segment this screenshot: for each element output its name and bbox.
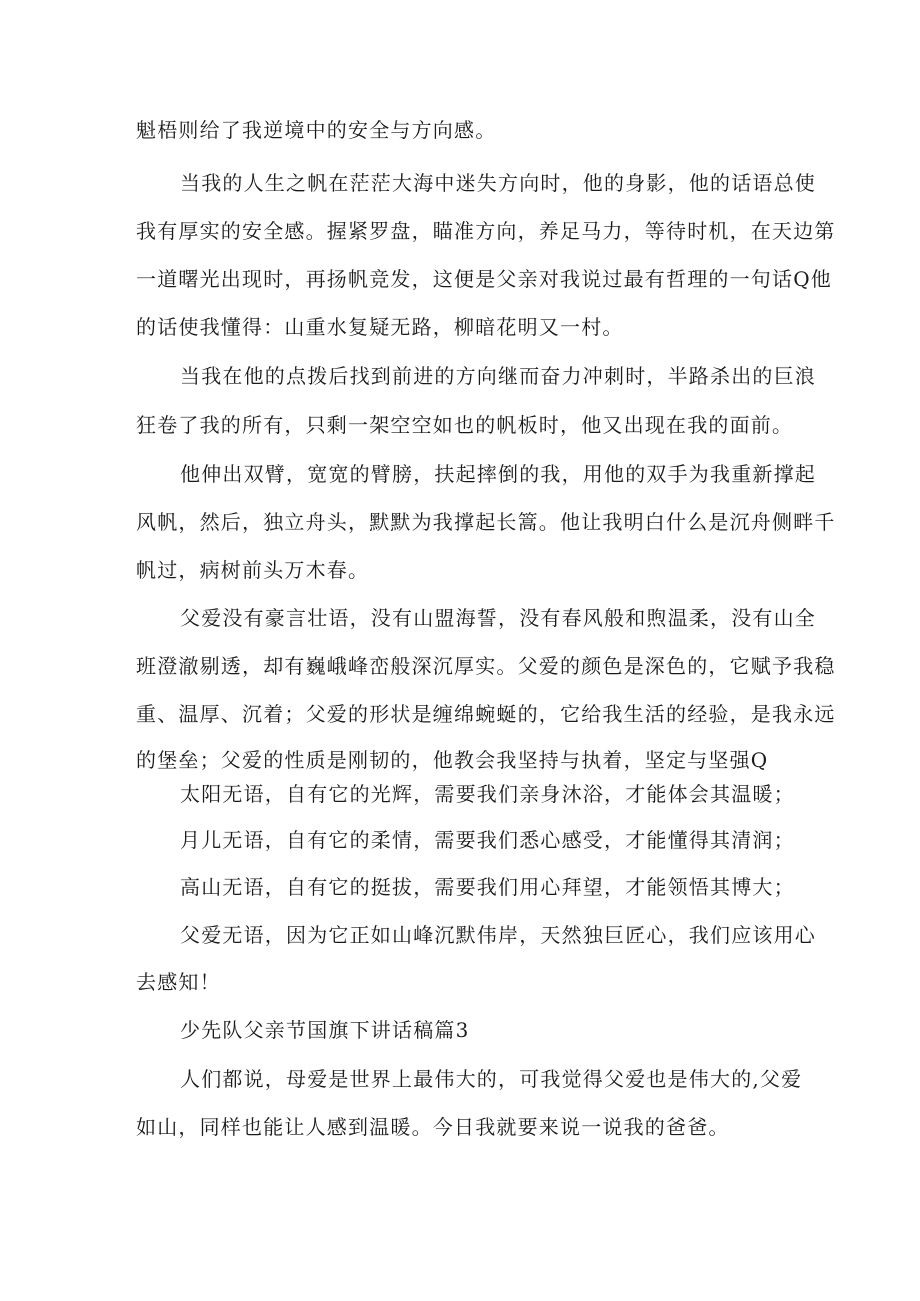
text-line: 班澄澈剔透，却有巍峨峰峦般深沉厚实。父爱的颜色是深色的，它赋予我稳 <box>136 654 836 678</box>
text-line: 重、温厚、沉着；父爱的形状是缠绵蜿蜒的，它给我生活的经验，是我永远 <box>136 702 836 726</box>
text-line: 当我在他的点拨后找到前进的方向继而奋力冲刺时，半路杀出的巨浪 <box>180 364 816 388</box>
text-line: 他伸出双臂，宽宽的臂膀，扶起摔倒的我，用他的双手为我重新撑起 <box>180 462 816 486</box>
text-line: 如山，同样也能让人感到温暖。今日我就要来说一说我的爸爸。 <box>136 1115 730 1139</box>
text-line: 我有厚实的安全感。握紧罗盘，瞄准方向，养足马力，等待时机，在天边第 <box>136 219 836 243</box>
text-line: 狂卷了我的所有，只剩一架空空如也的帆板时，他又出现在我的面前。 <box>136 413 794 437</box>
text-line: 去感知！ <box>136 970 221 994</box>
text-line: 帆过，病树前头万木春。 <box>136 558 370 582</box>
text-line: 父爱没有豪言壮语，没有山盟海誓，没有春风般和煦温柔，没有山全 <box>180 606 816 630</box>
text-line: 的堡垒；父爱的性质是刚韧的，他教会我坚持与执着，坚定与坚强Q <box>136 748 769 772</box>
text-line: 当我的人生之帆在茫茫大海中迷失方向时，他的身影，他的话语总使 <box>180 171 816 195</box>
text-line: 父爱无语，因为它正如山峰沉默伟岸，天然独巨匠心，我们应该用心 <box>180 923 816 947</box>
text-line: 风帆，然后，独立舟头，默默为我撑起长篙。他让我明白什么是沉舟侧畔千 <box>136 510 836 534</box>
section-heading: 少先队父亲节国旗下讲话稿篇3 <box>180 1018 470 1042</box>
text-line: 一道曙光出现时，再扬帆竞发，这便是父亲对我说过最有哲理的一句话Q他 <box>136 267 832 291</box>
text-line: 太阳无语，自有它的光辉，需要我们亲身沐浴，才能体会其温暖； <box>180 782 795 806</box>
text-line: 魁梧则给了我逆境中的安全与方向感。 <box>136 118 497 142</box>
text-line: 高山无语，自有它的挺拔，需要我们用心拜望，才能领悟其博大； <box>180 875 795 899</box>
text-line: 的话使我懂得：山重水复疑无路，柳暗花明又一村。 <box>136 315 624 339</box>
text-line: 月儿无语，自有它的柔情，需要我们悉心感受，才能懂得其清润； <box>180 828 795 852</box>
text-line: 人们都说，母爱是世界上最伟大的，可我觉得父爱也是伟大的,父爱 <box>180 1067 803 1091</box>
